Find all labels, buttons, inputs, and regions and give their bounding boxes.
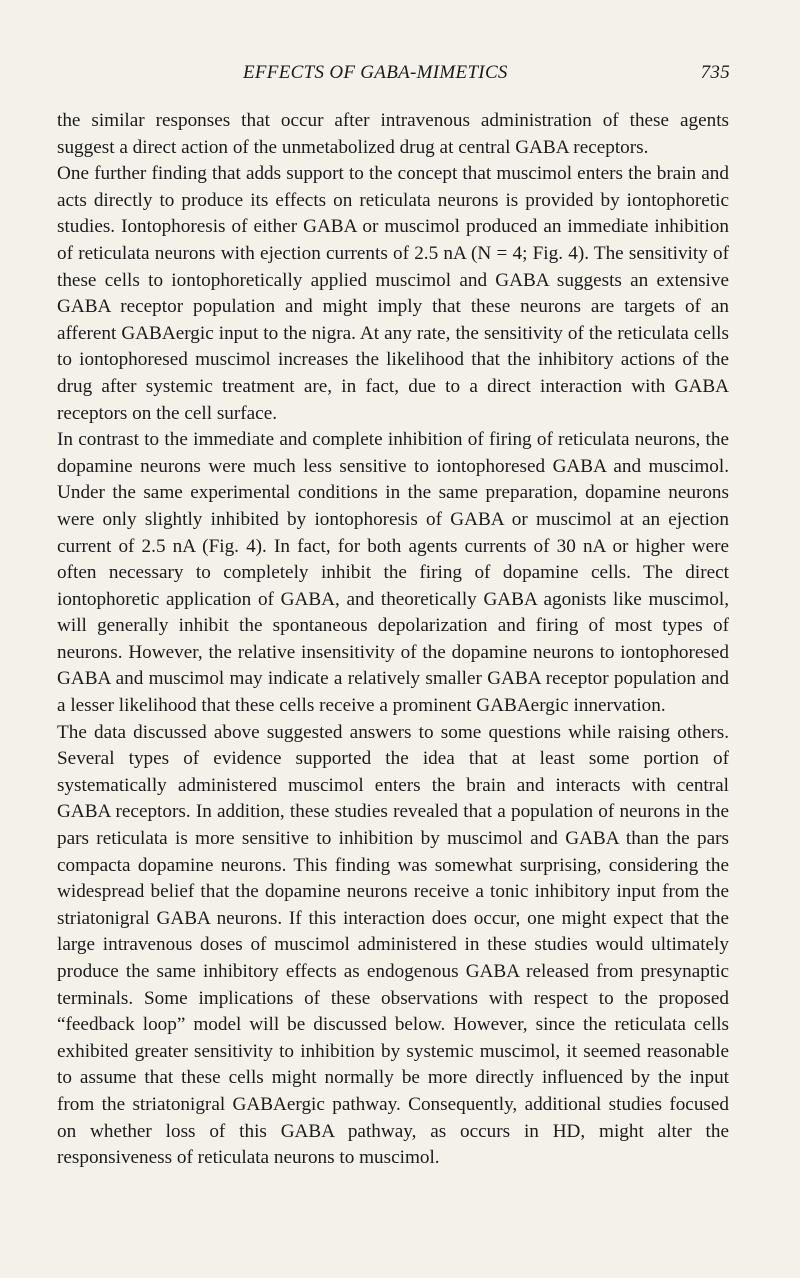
paragraph-iontophoretic-studies: One further finding that adds support to the concept that muscimol enters the brain and acts directly to produce its effects on reticulata neurons is provided by iontophoretic studies. Iontophoresis of either GABA or muscimol produced an immediate inhibition of reticulata neurons with ejection currents of 2.5 nA (N = 4; Fig. 4). The sensitivity of these cells to iontophoretically applied muscimol and GABA suggests an extensive GABA receptor population and might imply that these neurons are targets of an afferent GABAergic input to the nigra. At any rate, the sensitivity of the reticulata cells to iontophoresed muscimol increases the likelihood that the inhibitory actions of the drug after systemic treatment are, in fact, due to a direct interaction with GABA receptors on the cell surface.: [57, 163, 729, 424]
book-page: [57, 58, 729, 1172]
paragraph-discussion: The data discussed above suggested answers to some questions while raising others. Several types of evidence supported the idea that at least some portion of systematically administered muscimol enters the brain and interacts with central GABA receptors. In addition, these studies revealed that a population of neurons in the pars reticulata is more sensitive to inhibition by muscimol and GABA than the pars compacta dopamine neurons. This finding was somewhat surprising, considering the widespread belief that the dopamine neurons receive a tonic inhibitory input from the striatonigral GABA neurons. If this interaction does occur, one might expect that the large intravenous doses of muscimol administered in these studies would ultimately produce the same inhibitory effects as endogenous GABA released from presynaptic terminals. Some implications of these observations with respect to the proposed “feedback loop” model will be discussed below. However, since the reticulata cells exhibited greater sensitivity to inhibition by systemic muscimol, it seemed reasonable to assume that these cells might normally be more directly influenced by the input from the striatonigral GABAergic pathway. Consequently, additional studies focused on whether loss of this GABA pathway, as occurs in HD, might alter the responsiveness of reticulata neurons to muscimol.: [57, 721, 729, 1169]
running-header: [57, 58, 729, 90]
page-number: 735: [700, 62, 730, 83]
paragraph-dopamine-sensitivity: In contrast to the immediate and complete inhibition of firing of reticulata neurons, the dopamine neurons were much less sensitive to iontophoresed GABA and muscimol. Under the same experimental conditions in the same preparation, dopamine neurons were only slightly inhibited by iontophoresis of GABA or muscimol at an ejection current of 2.5 nA (Fig. 4). In fact, for both agents currents of 30 nA or higher were often necessary to completely inhibit the firing of dopamine cells. The direct iontophoretic application of GABA, and theoretically GABA agonists like muscimol, will generally inhibit the spontaneous depolarization and firing of most types of neurons. However, the relative insensitivity of the dopamine neurons to iontophoresed GABA and muscimol may indicate a relatively smaller GABA receptor population and a lesser likelihood that these cells receive a prominent GABAergic innervation.: [57, 429, 729, 717]
body-text: [57, 108, 729, 1172]
running-title: EFFECTS OF GABA-MIMETICS: [243, 62, 508, 83]
paragraph-continuation: the similar responses that occur after intravenous administration of these agents suggest a direct action of the unmetabolized drug at central GABA receptors.: [57, 110, 729, 158]
